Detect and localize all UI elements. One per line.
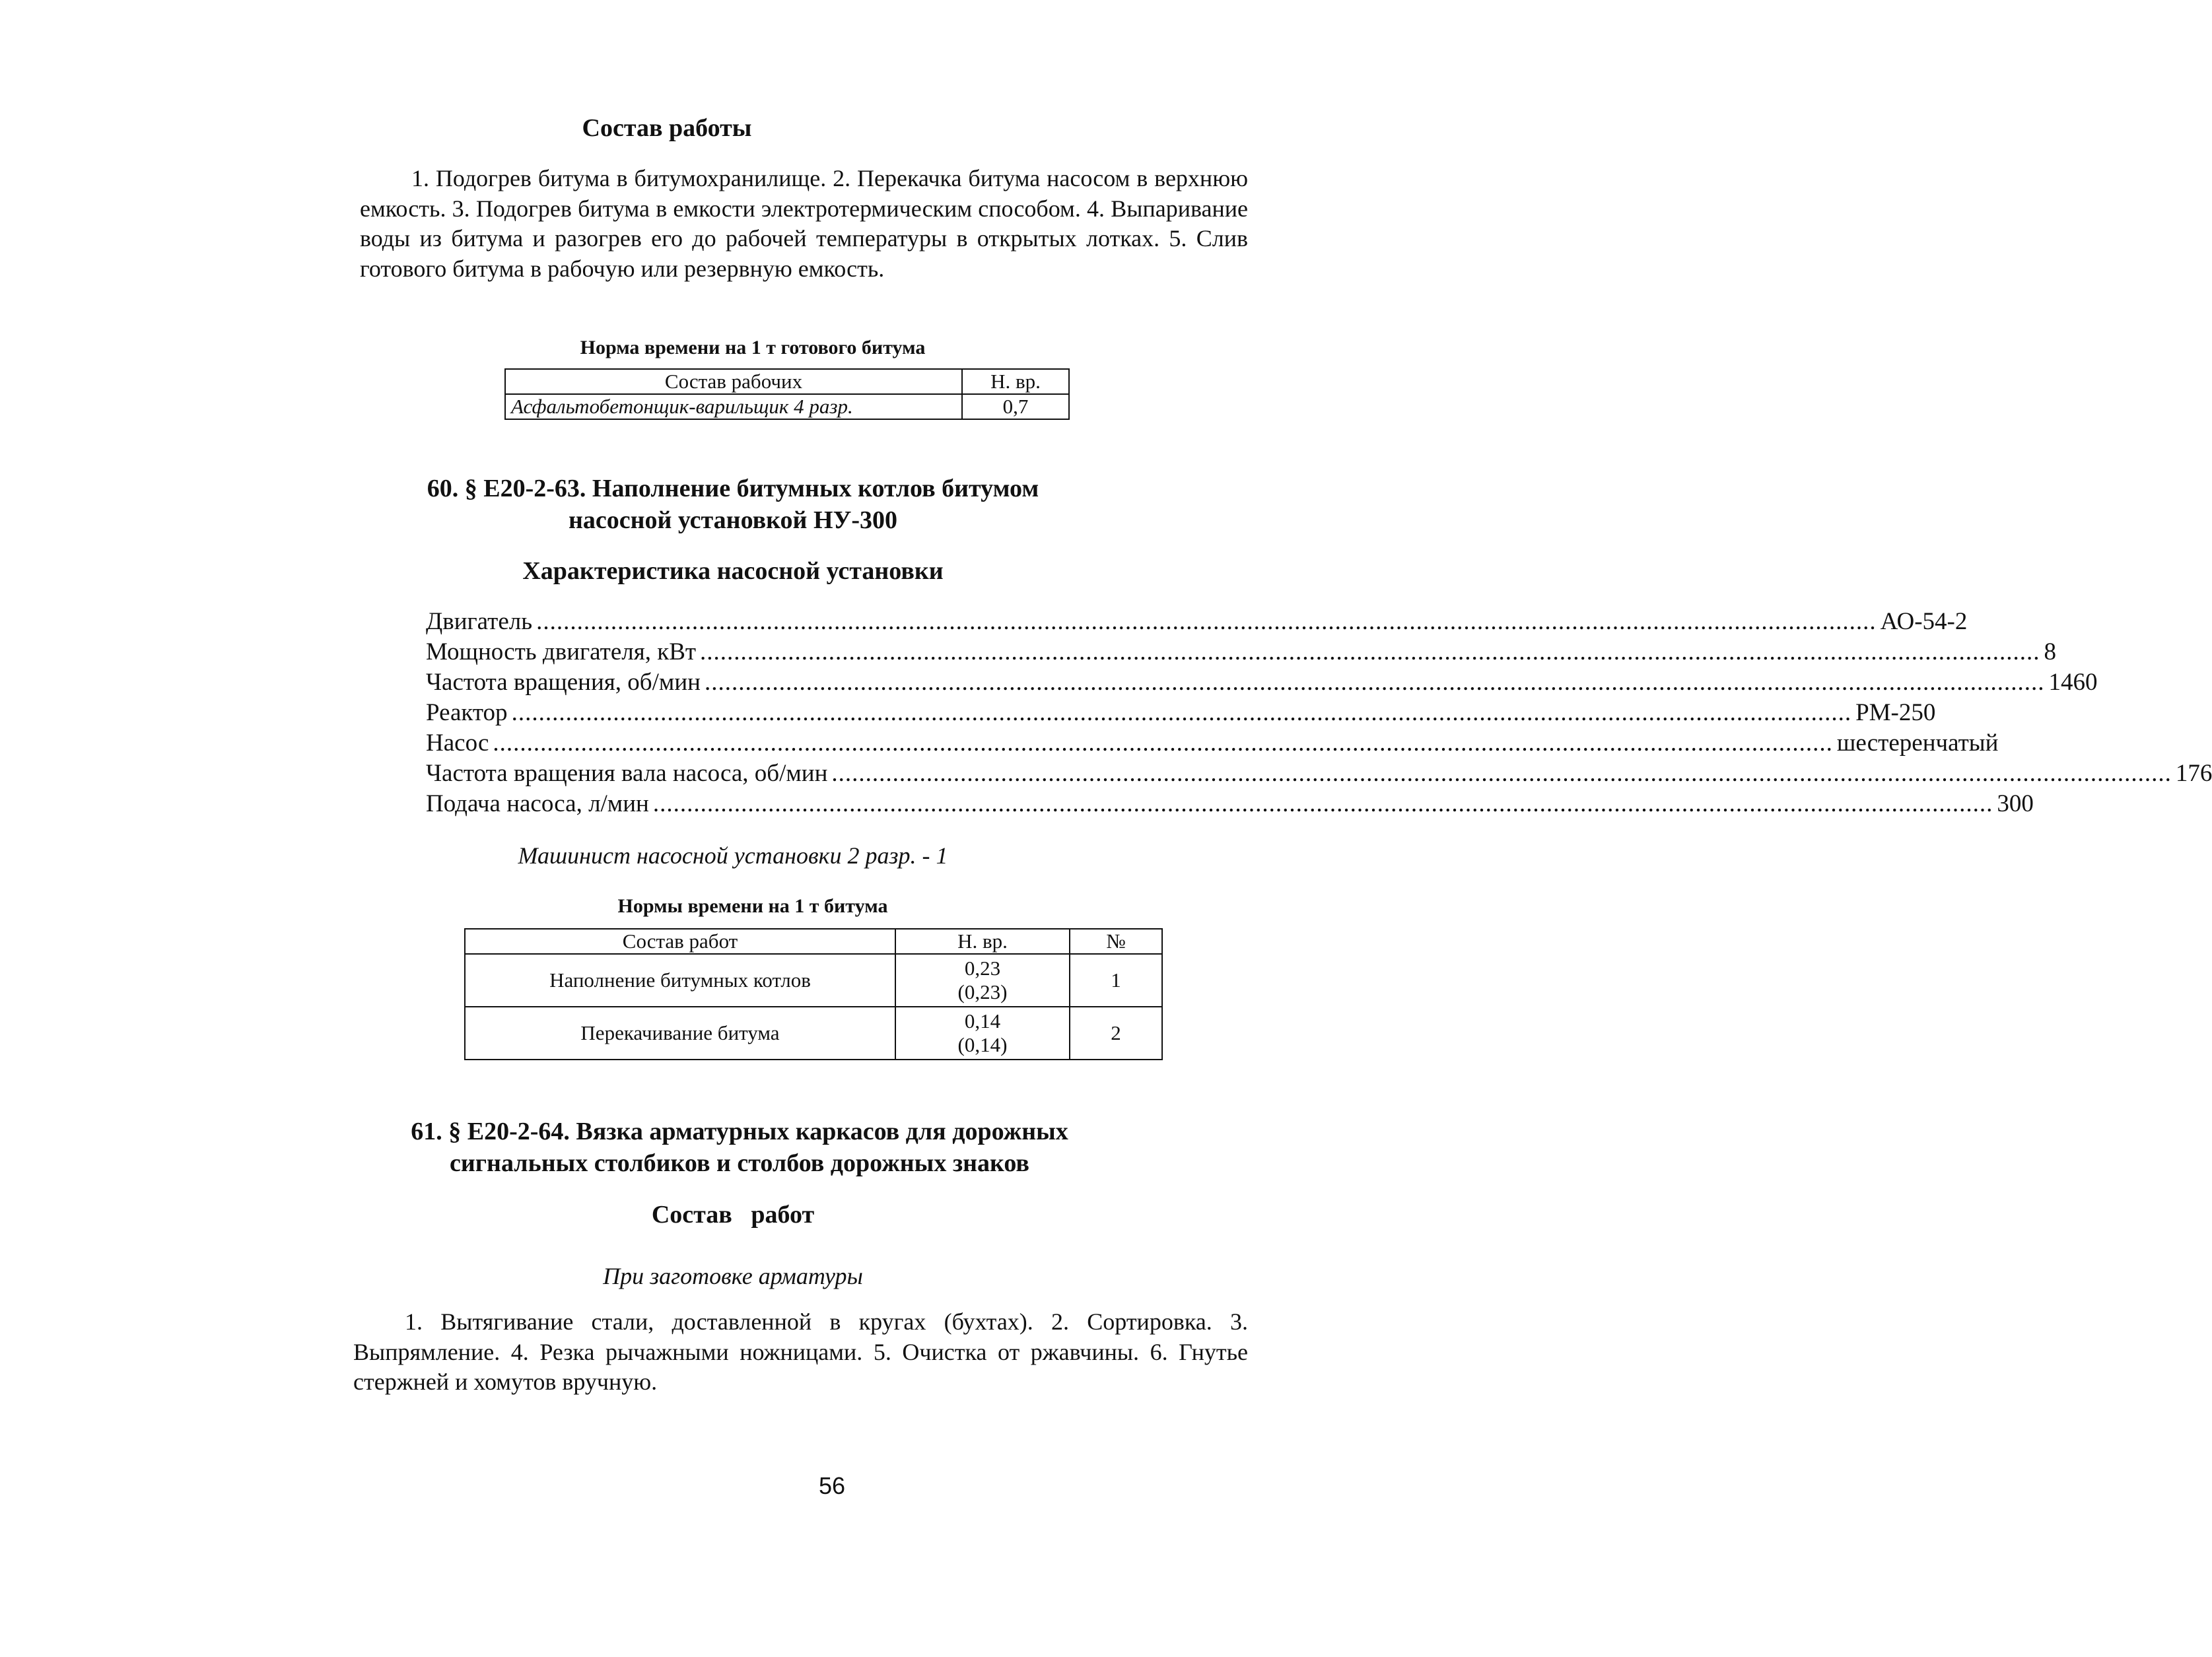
table-row bbox=[465, 1007, 1162, 1060]
norm-table-2 bbox=[464, 928, 1163, 1060]
page-number: 56 bbox=[818, 1472, 846, 1499]
spec-value: 300 bbox=[1997, 790, 2034, 817]
crew-line: Машинист насосной установки 2 разр. - 1 bbox=[518, 842, 948, 869]
section-60-title bbox=[370, 474, 1096, 535]
spec-list bbox=[426, 607, 2212, 825]
table-cell: 1 bbox=[1070, 954, 1162, 1007]
leader-dots: ...................................................................................................................................................................................................... bbox=[493, 729, 1833, 757]
spec-row bbox=[426, 698, 1936, 729]
work-composition-paragraph bbox=[360, 164, 1248, 284]
leader-dots: ...................................................................................................................................................................................................... bbox=[511, 699, 1852, 726]
table-header: Состав рабочих bbox=[505, 369, 962, 394]
spec-value: 8 bbox=[2044, 638, 2057, 665]
section-title: Состав работы bbox=[582, 114, 752, 142]
table-header: Н. вр. bbox=[895, 929, 1070, 954]
spec-label: Частота вращения вала насоса, об/мин bbox=[426, 760, 828, 787]
table-cell: 0,7 bbox=[962, 394, 1069, 419]
table-caption: Нормы времени на 1 т битума bbox=[617, 895, 888, 917]
norm-value-alt: (0,14) bbox=[957, 1033, 1008, 1056]
spec-value: шестеренчатый bbox=[1836, 729, 1999, 757]
section-61-subtitle: Состав работ bbox=[651, 1201, 815, 1229]
spec-row bbox=[426, 607, 1968, 638]
work-composition-paragraph-61 bbox=[353, 1307, 1248, 1398]
table-cell: Перекачивание битума bbox=[465, 1007, 895, 1060]
paragraph-text: 1. Вытягивание стали, доставленной в кругах (бухтах). 2. Сортировка. 3. Выпрямление. 4. Резка рычажными ножницами. 5. Очистка от ржавчины. 6. Гнутье стержней и хомутов вручную. bbox=[353, 1308, 1248, 1395]
leader-dots: ...................................................................................................................................................................................................... bbox=[652, 790, 1993, 817]
paragraph-text: 1. Подогрев битума в битумохранилище. 2. Перекачка битума насосом в верхнюю емкость. 3. Подогрев битума в емкости электротермическим способом. 4. Выпаривание воды из битума и разогрев его до рабочей температуры в открытых лотках. 5. Слив готового битума в рабочую или резервную емкость. bbox=[360, 165, 1248, 282]
norm-value: 0,23 bbox=[964, 957, 1001, 980]
spec-label: Насос bbox=[426, 729, 489, 757]
spec-row bbox=[426, 790, 2034, 820]
spec-label: Частота вращения, об/мин bbox=[426, 669, 701, 696]
section-61-title bbox=[343, 1117, 1136, 1178]
section-60-subtitle: Характеристика насосной установки bbox=[522, 557, 944, 585]
spec-row bbox=[426, 638, 2057, 668]
leader-dots: ...................................................................................................................................................................................................... bbox=[704, 669, 2045, 696]
spec-value: 1460 bbox=[2048, 669, 2098, 696]
spec-row bbox=[426, 668, 2098, 698]
leader-dots: ...................................................................................................................................................................................................... bbox=[700, 638, 2040, 665]
table-cell bbox=[895, 954, 1070, 1007]
title-line: 60. § Е20-2-63. Наполнение битумных котлов битумом bbox=[427, 475, 1039, 502]
leader-dots: ...................................................................................................................................................................................................... bbox=[536, 608, 1877, 635]
table-row bbox=[465, 954, 1162, 1007]
spec-label: Мощность двигателя, кВт bbox=[426, 638, 697, 665]
leader-dots: ...................................................................................................................................................................................................... bbox=[831, 760, 2172, 787]
table-header: Состав работ bbox=[465, 929, 895, 954]
spec-row bbox=[426, 759, 2212, 790]
spec-row bbox=[426, 729, 1999, 759]
table-caption: Норма времени на 1 т готового битума bbox=[580, 337, 926, 358]
title-line: 61. § Е20-2-64. Вязка арматурных каркасов для дорожных bbox=[411, 1118, 1068, 1145]
table-cell: Асфальтобетонщик-варильщик 4 разр. bbox=[505, 394, 962, 419]
title-line: сигнальных столбиков и столбов дорожных знаков bbox=[450, 1149, 1029, 1177]
table-cell bbox=[895, 1007, 1070, 1060]
norm-value: 0,14 bbox=[964, 1009, 1001, 1032]
norm-value-alt: (0,23) bbox=[957, 980, 1008, 1003]
spec-label: Двигатель bbox=[426, 608, 533, 635]
table-header: № bbox=[1070, 929, 1162, 954]
spec-label: Реактор bbox=[426, 699, 508, 726]
spec-value: РМ-250 bbox=[1855, 699, 1936, 726]
section-61-sub-subtitle: При заготовке арматуры bbox=[603, 1263, 863, 1289]
spec-label: Подача насоса, л/мин bbox=[426, 790, 649, 817]
table-cell: Наполнение битумных котлов bbox=[465, 954, 895, 1007]
spec-value: 176 bbox=[2175, 760, 2212, 787]
norm-table-1 bbox=[504, 368, 1070, 420]
spec-value: АО-54-2 bbox=[1880, 608, 1968, 635]
table-cell: 2 bbox=[1070, 1007, 1162, 1060]
title-line: насосной установкой НУ-300 bbox=[568, 506, 898, 534]
table-header: Н. вр. bbox=[962, 369, 1069, 394]
